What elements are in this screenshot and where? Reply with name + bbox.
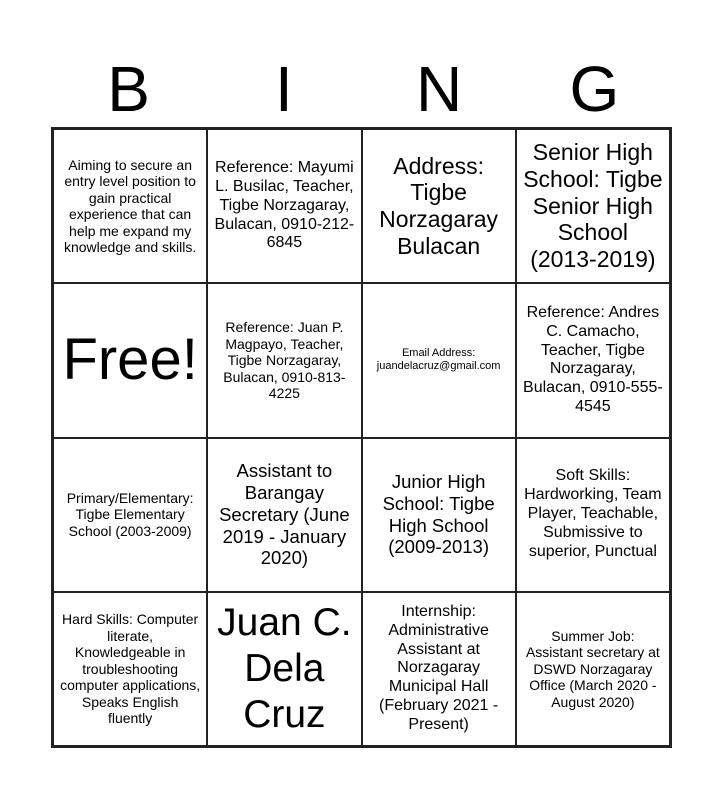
bingo-cell-internship[interactable]: Internship: Administrative Assistant at Norzagaray Municipal Hall (February 2021 - Present) [362, 592, 516, 746]
bingo-cell-name[interactable]: Juan C. Dela Cruz [207, 592, 361, 746]
bingo-cell-free[interactable]: Free! [53, 283, 207, 437]
bingo-cell-objective[interactable]: Aiming to secure an entry level position to gain practical experience that can help me expand my knowledge and skills. [53, 129, 207, 283]
bingo-cell-barangay-assistant[interactable]: Assistant to Barangay Secretary (June 2019 - January 2020) [207, 438, 361, 592]
bingo-cell-senior-high[interactable]: Senior High School: Tigbe Senior High School (2013-2019) [516, 129, 670, 283]
header-letter-i: I [274, 53, 293, 125]
header-letter-n: N [416, 53, 463, 125]
bingo-cell-junior-high[interactable]: Junior High School: Tigbe High School (2009-2013) [362, 438, 516, 592]
bingo-cell-email[interactable]: Email Address: juandelacruz@gmail.com [362, 283, 516, 437]
bingo-cell-reference-camacho[interactable]: Reference: Andres C. Camacho, Teacher, Tigbe Norzagaray, Bulacan, 0910-555-4545 [516, 283, 670, 437]
bingo-cell-reference-busilac[interactable]: Reference: Mayumi L. Busilac, Teacher, Tigbe Norzagaray, Bulacan, 0910-212-6845 [207, 129, 361, 283]
bingo-card-grid [51, 127, 672, 748]
bingo-cell-hard-skills[interactable]: Hard Skills: Computer literate, Knowledgeable in troubleshooting computer applications, Speaks English fluently [53, 592, 207, 746]
bingo-cell-elementary[interactable]: Primary/Elementary: Tigbe Elementary School (2003-2009) [53, 438, 207, 592]
bingo-header [51, 52, 672, 127]
bingo-cell-reference-magpayo[interactable]: Reference: Juan P. Magpayo, Teacher, Tigbe Norzagaray, Bulacan, 0910-813-4225 [207, 283, 361, 437]
header-letter-b: B [107, 53, 150, 125]
header-letter-g: G [569, 53, 620, 125]
bingo-cell-address[interactable]: Address: Tigbe Norzagaray Bulacan [362, 129, 516, 283]
bingo-cell-soft-skills[interactable]: Soft Skills: Hardworking, Team Player, Teachable, Submissive to superior, Punctual [516, 438, 670, 592]
bingo-cell-summer-job[interactable]: Summer Job: Assistant secretary at DSWD Norzagaray Office (March 2020 - August 2020) [516, 592, 670, 746]
